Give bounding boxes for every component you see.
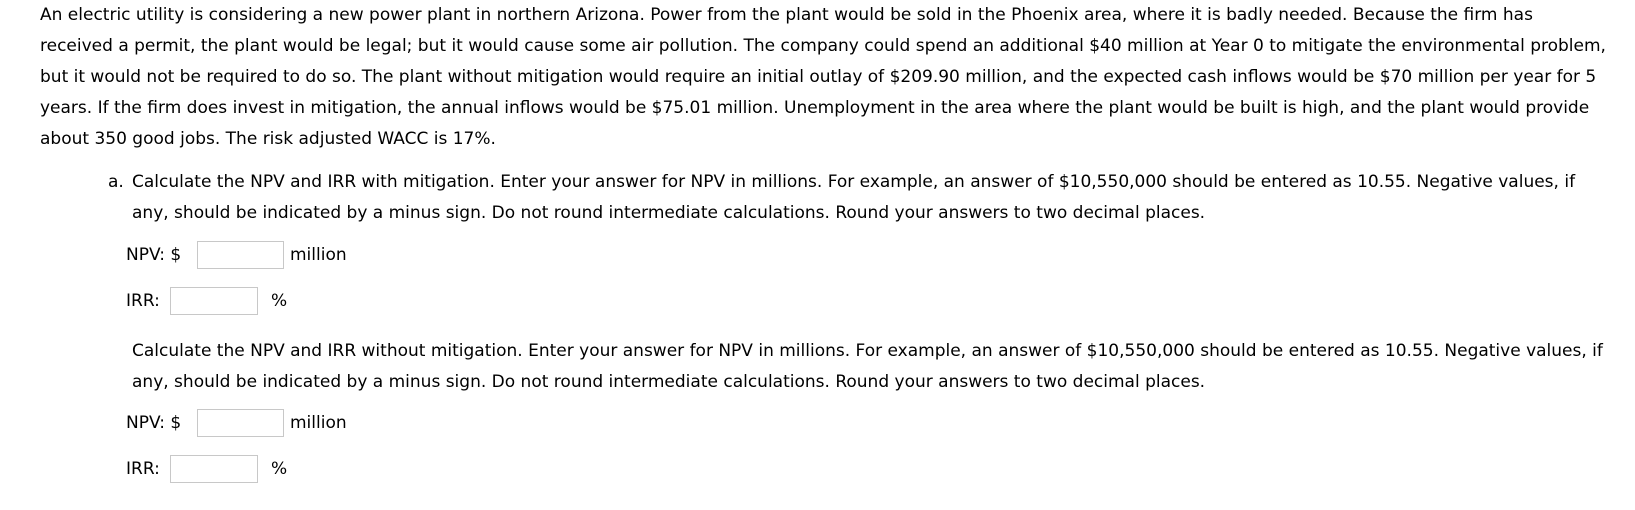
with-mitigation-irr-row [126,287,287,315]
part-a-letter: a. [108,172,124,192]
without-mitigation-irr-unit: % [271,459,288,479]
with-mitigation-instructions: Calculate the NPV and IRR with mitigation. Enter your answer for NPV in millions. For example, an answer of $10,550,000 should be entered as 10.55. Negative values, if any, should be indicated by a minus sign. Do not round intermediate calculations. Round your answers to two decimal places. [132,172,1576,223]
with-mitigation-npv-label: NPV: $ [126,245,182,265]
without-mitigation-npv-input[interactable] [197,409,284,437]
without-mitigation-irr-input[interactable] [170,455,258,483]
with-mitigation-npv-row [126,241,347,269]
without-mitigation-npv-unit: million [290,413,347,433]
problem-statement: An electric utility is considering a new power plant in northern Arizona. Power from the plant would be sold in the Phoenix area, where it is badly needed. Because the firm has received a permit, the plant would be legal; but it would cause some air pollution. The company could spend an additional $40 million at Year 0 to mitigate the environmental problem, but it would not be required to do so. The plant without mitigation would require an initial outlay of $209.90 million, and the expected cash inflows would be $70 million per year for 5 years. If the firm does invest in mitigation, the annual inflows would be $75.01 million. Unemployment in the area where the plant would be built is high, and the plant would provide about 350 good jobs. The risk adjusted WACC is 17%. [40,5,1606,149]
without-mitigation-npv-row [126,409,347,437]
without-mitigation-instructions: Calculate the NPV and IRR without mitigation. Enter your answer for NPV in millions. For example, an answer of $10,550,000 should be entered as 10.55. Negative values, if any, should be indicated by a minus sign. Do not round intermediate calculations. Round your answers to two decimal places. [132,341,1603,392]
with-mitigation-irr-unit: % [271,291,288,311]
part-a-question [108,167,1608,229]
with-mitigation-irr-input[interactable] [170,287,258,315]
without-mitigation-irr-label: IRR: [126,459,160,479]
with-mitigation-npv-input[interactable] [197,241,284,269]
without-mitigation-irr-row [126,455,287,483]
with-mitigation-npv-unit: million [290,245,347,265]
without-mitigation-npv-label: NPV: $ [126,413,182,433]
with-mitigation-irr-label: IRR: [126,291,160,311]
